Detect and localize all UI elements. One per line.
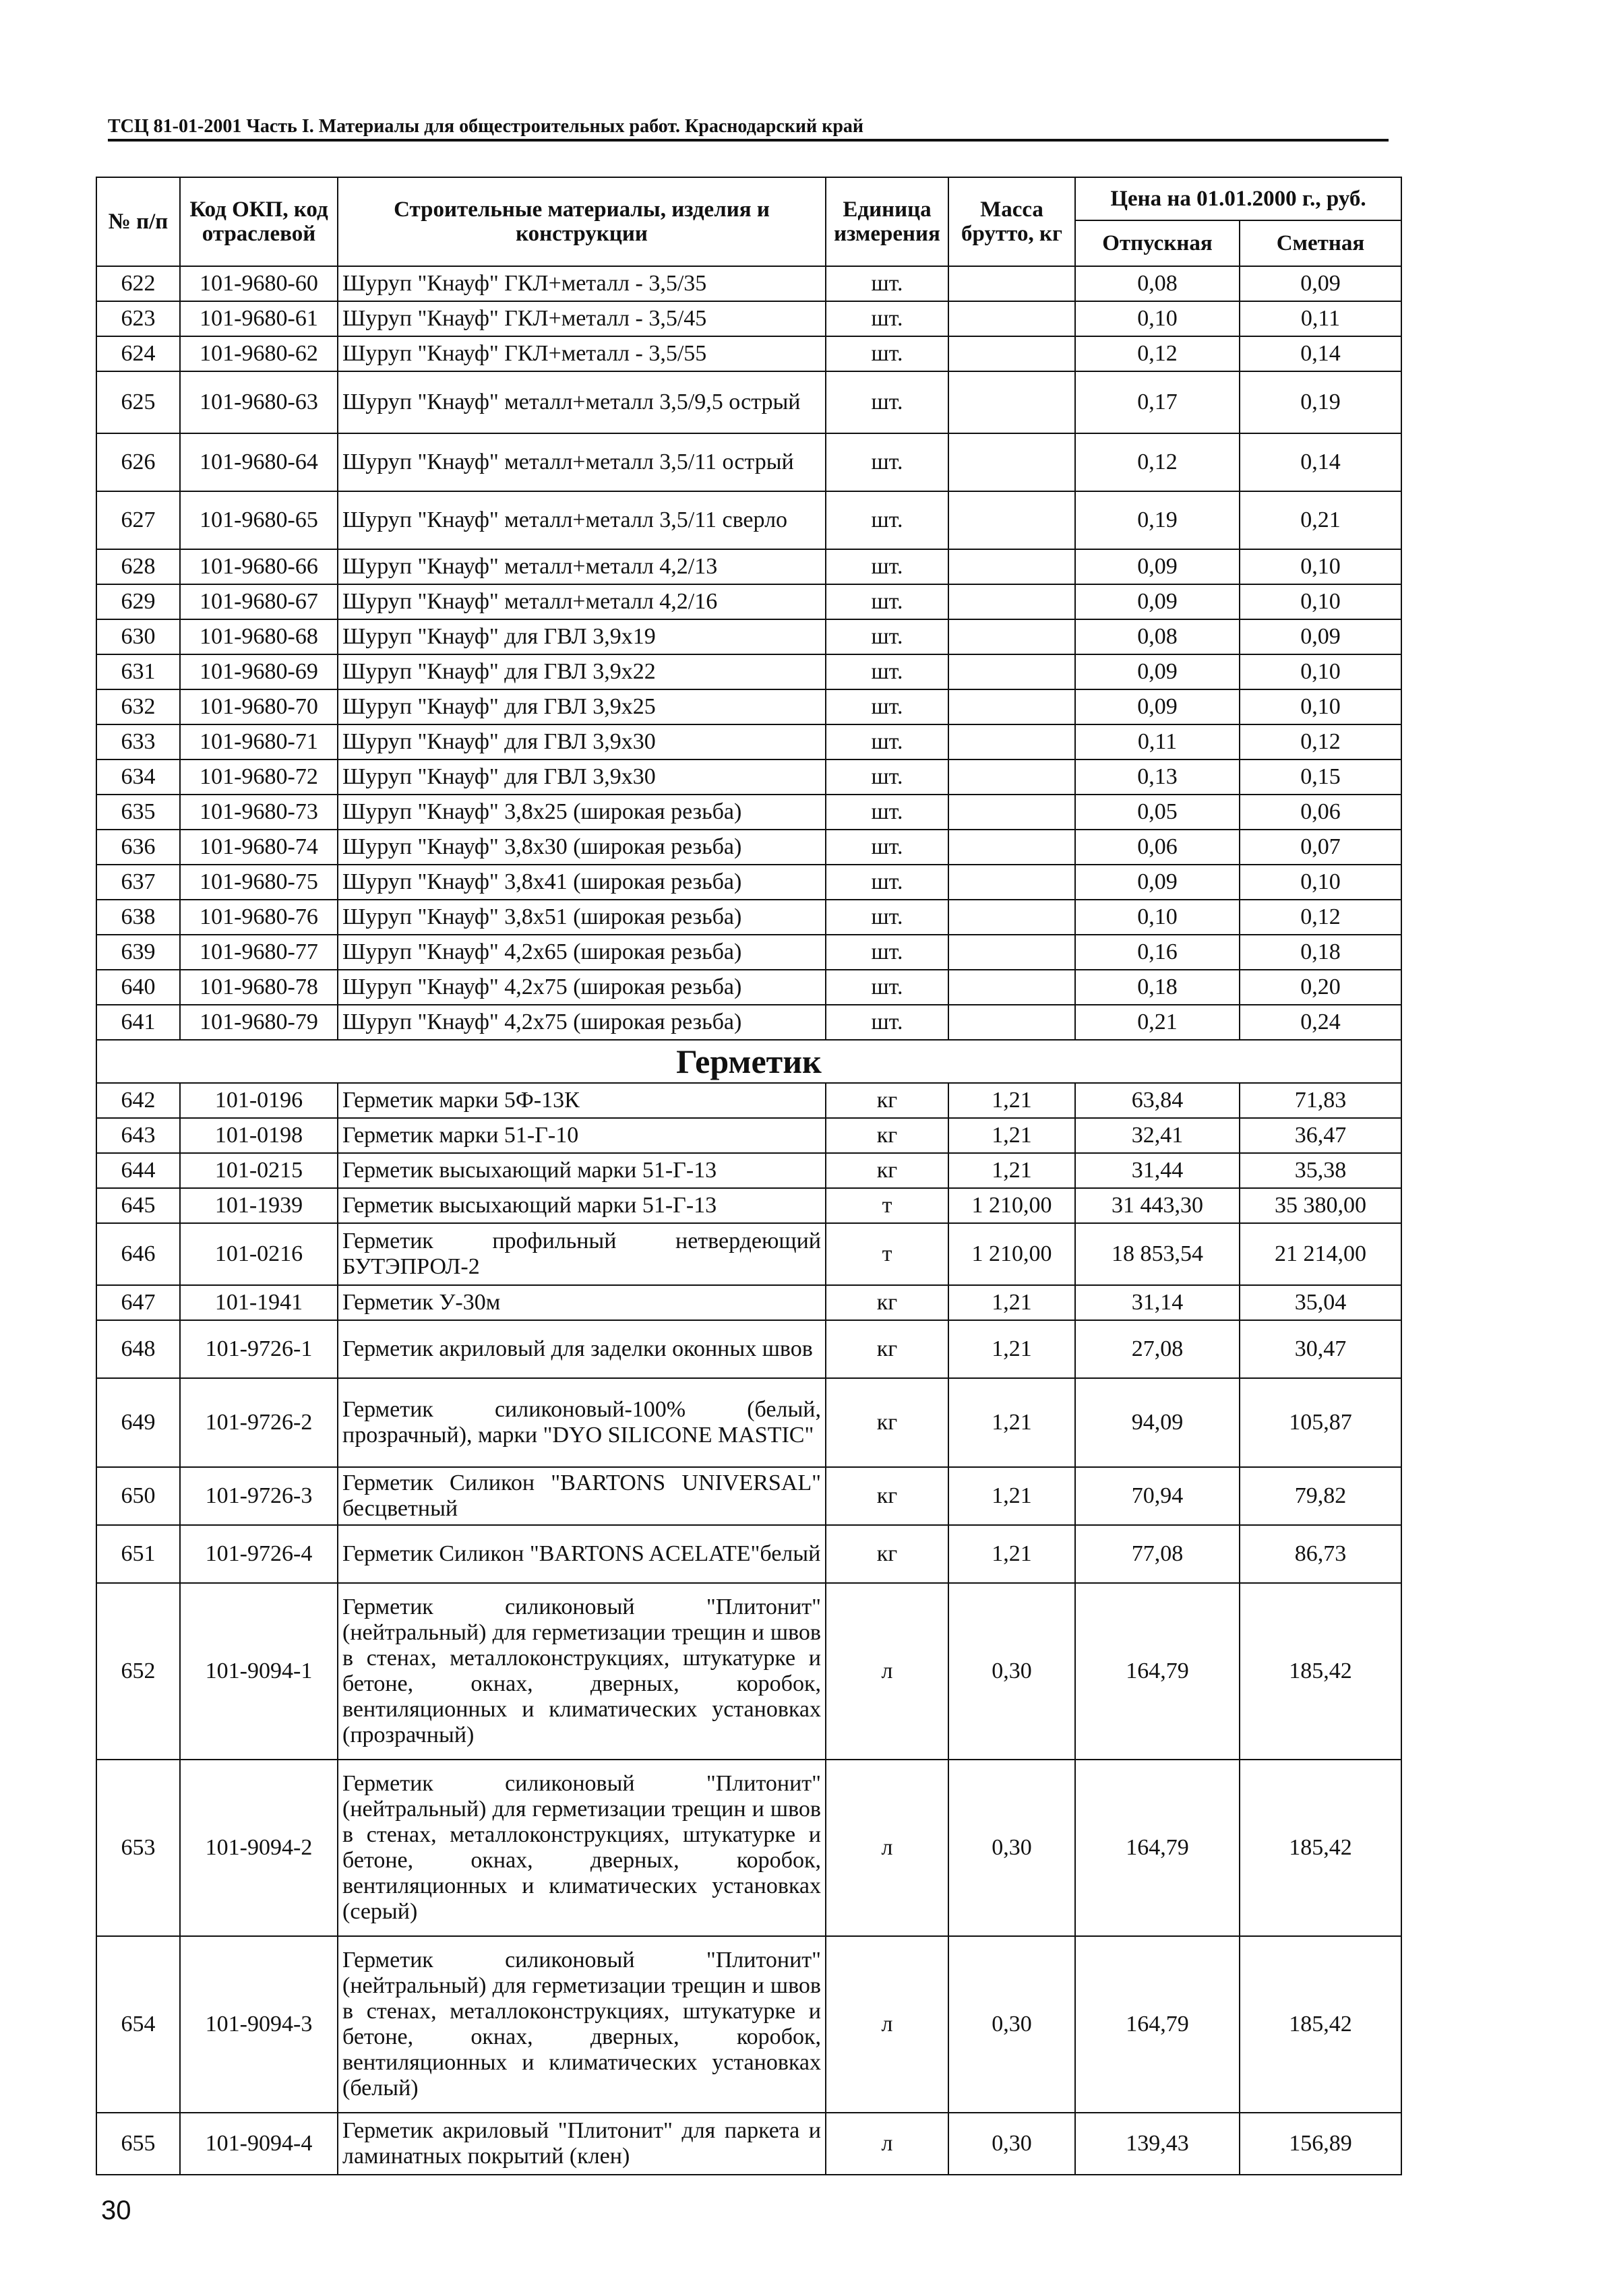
table-row <box>96 795 1401 830</box>
row-num: 636 <box>96 830 180 865</box>
row-name: Шуруп "Кнауф" ГКЛ+металл - 3,5/35 <box>338 266 826 301</box>
row-price-release: 164,79 <box>1075 1936 1240 2113</box>
row-price-estimate: 0,12 <box>1240 900 1401 935</box>
row-name: Герметик марки 51-Г-10 <box>338 1118 826 1153</box>
table-row <box>96 584 1401 619</box>
row-num: 635 <box>96 795 180 830</box>
row-name: Герметик силиконовый "Плитонит" (нейтральный) для герметизации трещин и швов в стенах, металлоконструкциях, штукатурке и бетоне, окнах, дверных, коробок, вентиляционных и климатических установках (серый) <box>338 1760 826 1936</box>
row-mass <box>948 724 1075 759</box>
row-name: Шуруп "Кнауф" 4,2х75 (широкая резьба) <box>338 970 826 1005</box>
row-name: Шуруп "Кнауф" металл+металл 3,5/11 сверло <box>338 491 826 549</box>
table-row <box>96 433 1401 491</box>
table-row <box>96 1005 1401 1040</box>
col-header-name: Строительные материалы, изделия и конструкции <box>338 177 826 266</box>
row-unit: шт. <box>826 970 948 1005</box>
row-unit: кг <box>826 1320 948 1378</box>
table-row <box>96 1083 1401 1118</box>
row-unit: шт. <box>826 549 948 584</box>
table-row <box>96 900 1401 935</box>
row-code: 101-9094-3 <box>180 1936 338 2113</box>
row-unit: шт. <box>826 301 948 336</box>
row-price-release: 0,10 <box>1075 301 1240 336</box>
row-price-release: 0,12 <box>1075 433 1240 491</box>
row-price-estimate: 35,04 <box>1240 1285 1401 1320</box>
materials-table <box>96 177 1402 2175</box>
row-num: 633 <box>96 724 180 759</box>
row-code: 101-9680-78 <box>180 970 338 1005</box>
row-unit: кг <box>826 1285 948 1320</box>
row-unit: шт. <box>826 935 948 970</box>
row-unit: шт. <box>826 830 948 865</box>
row-num: 637 <box>96 865 180 900</box>
row-price-release: 70,94 <box>1075 1467 1240 1525</box>
row-unit: шт. <box>826 491 948 549</box>
row-num: 627 <box>96 491 180 549</box>
row-mass: 1,21 <box>948 1285 1075 1320</box>
row-mass <box>948 830 1075 865</box>
row-mass <box>948 1005 1075 1040</box>
row-unit: шт. <box>826 865 948 900</box>
row-name: Герметик профильный нетвердеющий БУТЭПРОЛ-2 <box>338 1223 826 1285</box>
row-name: Шуруп "Кнауф" 3,8х41 (широкая резьба) <box>338 865 826 900</box>
rows-screws <box>96 266 1401 1040</box>
table-row <box>96 2113 1401 2175</box>
row-mass <box>948 865 1075 900</box>
row-unit: шт. <box>826 724 948 759</box>
row-code: 101-9726-4 <box>180 1525 338 1583</box>
row-code: 101-9680-70 <box>180 689 338 724</box>
row-price-estimate: 0,21 <box>1240 491 1401 549</box>
table-row <box>96 830 1401 865</box>
row-mass: 1,21 <box>948 1320 1075 1378</box>
row-unit: шт. <box>826 619 948 654</box>
row-unit: шт. <box>826 584 948 619</box>
row-mass <box>948 266 1075 301</box>
table-row <box>96 689 1401 724</box>
row-unit: л <box>826 2113 948 2175</box>
row-price-estimate: 0,11 <box>1240 301 1401 336</box>
row-name: Шуруп "Кнауф" металл+металл 3,5/11 острый <box>338 433 826 491</box>
row-price-release: 31 443,30 <box>1075 1188 1240 1223</box>
table-row <box>96 549 1401 584</box>
row-num: 655 <box>96 2113 180 2175</box>
row-price-release: 0,16 <box>1075 935 1240 970</box>
row-price-release: 0,08 <box>1075 266 1240 301</box>
row-unit: л <box>826 1583 948 1760</box>
table-row <box>96 1525 1401 1583</box>
row-mass <box>948 900 1075 935</box>
row-price-estimate: 0,20 <box>1240 970 1401 1005</box>
table-row <box>96 301 1401 336</box>
row-unit: шт. <box>826 371 948 433</box>
row-price-release: 0,18 <box>1075 970 1240 1005</box>
row-name: Герметик акриловый "Плитонит" для паркета и ламинатных покрытий (клен) <box>338 2113 826 2175</box>
row-price-estimate: 86,73 <box>1240 1525 1401 1583</box>
row-mass <box>948 336 1075 371</box>
row-num: 629 <box>96 584 180 619</box>
row-code: 101-9680-76 <box>180 900 338 935</box>
row-price-estimate: 0,10 <box>1240 865 1401 900</box>
row-code: 101-0216 <box>180 1223 338 1285</box>
row-price-estimate: 0,09 <box>1240 619 1401 654</box>
row-name: Герметик силиконовый "Плитонит" (нейтральный) для герметизации трещин и швов в стенах, металлоконструкциях, штукатурке и бетоне, окнах, дверных, коробок, вентиляционных и климатических установках (прозрачный) <box>338 1583 826 1760</box>
row-num: 643 <box>96 1118 180 1153</box>
row-num: 625 <box>96 371 180 433</box>
table-row <box>96 619 1401 654</box>
row-code: 101-0198 <box>180 1118 338 1153</box>
row-price-estimate: 105,87 <box>1240 1378 1401 1467</box>
row-code: 101-9680-63 <box>180 371 338 433</box>
row-num: 648 <box>96 1320 180 1378</box>
row-code: 101-9680-66 <box>180 549 338 584</box>
row-name: Шуруп "Кнауф" для ГВЛ 3,9х19 <box>338 619 826 654</box>
row-mass <box>948 433 1075 491</box>
row-price-estimate: 79,82 <box>1240 1467 1401 1525</box>
row-code: 101-9680-64 <box>180 433 338 491</box>
row-code: 101-9680-61 <box>180 301 338 336</box>
header-rule <box>108 139 1389 142</box>
row-code: 101-9680-72 <box>180 759 338 795</box>
table-row <box>96 336 1401 371</box>
row-price-release: 139,43 <box>1075 2113 1240 2175</box>
row-unit: кг <box>826 1467 948 1525</box>
row-code: 101-9680-62 <box>180 336 338 371</box>
row-mass <box>948 301 1075 336</box>
row-mass <box>948 689 1075 724</box>
row-price-release: 0,19 <box>1075 491 1240 549</box>
row-num: 647 <box>96 1285 180 1320</box>
row-mass <box>948 584 1075 619</box>
row-name: Шуруп "Кнауф" 3,8х25 (широкая резьба) <box>338 795 826 830</box>
table-row <box>96 1467 1401 1525</box>
table-row <box>96 970 1401 1005</box>
row-num: 634 <box>96 759 180 795</box>
row-unit: шт. <box>826 433 948 491</box>
row-num: 653 <box>96 1760 180 1936</box>
row-name: Герметик Силикон "BARTONS UNIVERSAL" бесцветный <box>338 1467 826 1525</box>
section-title: Герметик <box>96 1040 1401 1083</box>
row-name: Шуруп "Кнауф" металл+металл 3,5/9,5 острый <box>338 371 826 433</box>
col-header-price-estimate: Сметная <box>1240 220 1401 266</box>
row-mass <box>948 371 1075 433</box>
rows-sealants <box>96 1083 1401 2175</box>
row-num: 626 <box>96 433 180 491</box>
row-code: 101-9094-2 <box>180 1760 338 1936</box>
row-mass: 1,21 <box>948 1467 1075 1525</box>
row-price-release: 0,08 <box>1075 619 1240 654</box>
row-price-estimate: 0,24 <box>1240 1005 1401 1040</box>
row-name: Герметик силиконовый-100% (белый, прозрачный), марки "DYO SILICONE MASTIC" <box>338 1378 826 1467</box>
table-row <box>96 266 1401 301</box>
row-price-release: 63,84 <box>1075 1083 1240 1118</box>
row-unit: шт. <box>826 1005 948 1040</box>
table-row <box>96 1153 1401 1188</box>
row-num: 646 <box>96 1223 180 1285</box>
row-code: 101-9726-1 <box>180 1320 338 1378</box>
row-num: 645 <box>96 1188 180 1223</box>
row-name: Шуруп "Кнауф" ГКЛ+металл - 3,5/55 <box>338 336 826 371</box>
table-row <box>96 491 1401 549</box>
table-row <box>96 724 1401 759</box>
row-name: Шуруп "Кнауф" 4,2х75 (широкая резьба) <box>338 1005 826 1040</box>
row-num: 652 <box>96 1583 180 1760</box>
row-name: Герметик акриловый для заделки оконных швов <box>338 1320 826 1378</box>
row-unit: л <box>826 1760 948 1936</box>
section-sealants <box>96 1040 1401 1083</box>
row-unit: шт. <box>826 900 948 935</box>
row-name: Шуруп "Кнауф" для ГВЛ 3,9х30 <box>338 759 826 795</box>
row-mass <box>948 970 1075 1005</box>
row-num: 622 <box>96 266 180 301</box>
row-name: Шуруп "Кнауф" для ГВЛ 3,9х22 <box>338 654 826 689</box>
row-price-release: 0,12 <box>1075 336 1240 371</box>
page-number: 30 <box>101 2196 131 2225</box>
table-row <box>96 1760 1401 1936</box>
row-price-estimate: 185,42 <box>1240 1936 1401 2113</box>
row-price-release: 94,09 <box>1075 1378 1240 1467</box>
row-price-release: 0,13 <box>1075 759 1240 795</box>
row-price-release: 0,09 <box>1075 865 1240 900</box>
col-header-mass: Масса брутто, кг <box>948 177 1075 266</box>
row-price-estimate: 0,09 <box>1240 266 1401 301</box>
row-price-estimate: 0,15 <box>1240 759 1401 795</box>
table-row <box>96 1118 1401 1153</box>
row-mass: 1 210,00 <box>948 1188 1075 1223</box>
row-code: 101-9726-3 <box>180 1467 338 1525</box>
row-price-estimate: 185,42 <box>1240 1760 1401 1936</box>
table-row <box>96 1583 1401 1760</box>
row-price-estimate: 0,10 <box>1240 654 1401 689</box>
row-price-estimate: 185,42 <box>1240 1583 1401 1760</box>
row-unit: кг <box>826 1083 948 1118</box>
row-unit: кг <box>826 1525 948 1583</box>
row-mass <box>948 759 1075 795</box>
row-code: 101-9680-71 <box>180 724 338 759</box>
row-name: Герметик высыхающий марки 51-Г-13 <box>338 1153 826 1188</box>
row-mass: 1,21 <box>948 1083 1075 1118</box>
row-mass <box>948 491 1075 549</box>
row-price-release: 0,06 <box>1075 830 1240 865</box>
table-row <box>96 1188 1401 1223</box>
row-code: 101-0215 <box>180 1153 338 1188</box>
row-num: 651 <box>96 1525 180 1583</box>
row-name: Шуруп "Кнауф" для ГВЛ 3,9х25 <box>338 689 826 724</box>
row-price-release: 32,41 <box>1075 1118 1240 1153</box>
table-row <box>96 759 1401 795</box>
row-price-release: 31,14 <box>1075 1285 1240 1320</box>
row-price-estimate: 36,47 <box>1240 1118 1401 1153</box>
row-unit: шт. <box>826 759 948 795</box>
row-price-release: 27,08 <box>1075 1320 1240 1378</box>
row-code: 101-9680-75 <box>180 865 338 900</box>
row-num: 623 <box>96 301 180 336</box>
row-code: 101-9680-77 <box>180 935 338 970</box>
row-code: 101-9680-60 <box>180 266 338 301</box>
row-mass <box>948 654 1075 689</box>
row-name: Герметик У-30м <box>338 1285 826 1320</box>
row-price-estimate: 0,18 <box>1240 935 1401 970</box>
row-code: 101-9680-74 <box>180 830 338 865</box>
row-name: Шуруп "Кнауф" 3,8х51 (широкая резьба) <box>338 900 826 935</box>
row-unit: кг <box>826 1118 948 1153</box>
row-mass <box>948 935 1075 970</box>
row-name: Герметик Силикон "BARTONS ACELATE"белый <box>338 1525 826 1583</box>
row-num: 640 <box>96 970 180 1005</box>
row-num: 632 <box>96 689 180 724</box>
row-code: 101-9680-67 <box>180 584 338 619</box>
row-mass: 1,21 <box>948 1118 1075 1153</box>
col-header-unit: Единица измерения <box>826 177 948 266</box>
row-unit: т <box>826 1188 948 1223</box>
row-unit: шт. <box>826 689 948 724</box>
row-num: 649 <box>96 1378 180 1467</box>
row-price-estimate: 35 380,00 <box>1240 1188 1401 1223</box>
row-unit: шт. <box>826 336 948 371</box>
table-row <box>96 865 1401 900</box>
row-num: 624 <box>96 336 180 371</box>
row-price-estimate: 0,14 <box>1240 336 1401 371</box>
table-row <box>96 371 1401 433</box>
row-mass <box>948 619 1075 654</box>
row-unit: т <box>826 1223 948 1285</box>
row-price-release: 77,08 <box>1075 1525 1240 1583</box>
table-row <box>96 1223 1401 1285</box>
row-price-release: 164,79 <box>1075 1583 1240 1760</box>
row-price-release: 0,10 <box>1075 900 1240 935</box>
row-price-estimate: 35,38 <box>1240 1153 1401 1188</box>
row-num: 631 <box>96 654 180 689</box>
row-num: 639 <box>96 935 180 970</box>
table-row <box>96 1285 1401 1320</box>
row-price-release: 0,09 <box>1075 654 1240 689</box>
row-name: Шуруп "Кнауф" металл+металл 4,2/16 <box>338 584 826 619</box>
row-price-release: 0,09 <box>1075 549 1240 584</box>
col-header-num: № п/п <box>96 177 180 266</box>
col-header-price-group: Цена на 01.01.2000 г., руб. <box>1075 177 1401 220</box>
row-name: Шуруп "Кнауф" ГКЛ+металл - 3,5/45 <box>338 301 826 336</box>
row-name: Шуруп "Кнауф" 4,2х65 (широкая резьба) <box>338 935 826 970</box>
row-code: 101-9680-73 <box>180 795 338 830</box>
row-code: 101-1939 <box>180 1188 338 1223</box>
row-code: 101-9726-2 <box>180 1378 338 1467</box>
row-name: Шуруп "Кнауф" для ГВЛ 3,9х30 <box>338 724 826 759</box>
row-price-release: 0,11 <box>1075 724 1240 759</box>
row-unit: л <box>826 1936 948 2113</box>
row-price-estimate: 71,83 <box>1240 1083 1401 1118</box>
row-code: 101-9094-1 <box>180 1583 338 1760</box>
row-num: 642 <box>96 1083 180 1118</box>
row-name: Шуруп "Кнауф" металл+металл 4,2/13 <box>338 549 826 584</box>
row-mass: 1,21 <box>948 1153 1075 1188</box>
row-unit: кг <box>826 1378 948 1467</box>
row-price-release: 31,44 <box>1075 1153 1240 1188</box>
row-price-estimate: 0,07 <box>1240 830 1401 865</box>
row-price-estimate: 0,10 <box>1240 549 1401 584</box>
row-num: 650 <box>96 1467 180 1525</box>
row-price-estimate: 156,89 <box>1240 2113 1401 2175</box>
row-price-release: 18 853,54 <box>1075 1223 1240 1285</box>
row-num: 638 <box>96 900 180 935</box>
table-row <box>96 1378 1401 1467</box>
row-mass <box>948 795 1075 830</box>
row-name: Герметик высыхающий марки 51-Г-13 <box>338 1188 826 1223</box>
row-mass: 0,30 <box>948 1583 1075 1760</box>
row-price-estimate: 0,12 <box>1240 724 1401 759</box>
row-price-release: 0,21 <box>1075 1005 1240 1040</box>
row-num: 641 <box>96 1005 180 1040</box>
row-price-estimate: 0,06 <box>1240 795 1401 830</box>
row-price-release: 0,17 <box>1075 371 1240 433</box>
row-num: 654 <box>96 1936 180 2113</box>
col-header-code: Код ОКП, код отраслевой <box>180 177 338 266</box>
row-code: 101-9094-4 <box>180 2113 338 2175</box>
row-code: 101-9680-69 <box>180 654 338 689</box>
row-unit: кг <box>826 1153 948 1188</box>
row-price-release: 0,05 <box>1075 795 1240 830</box>
row-num: 630 <box>96 619 180 654</box>
row-price-release: 0,09 <box>1075 689 1240 724</box>
row-num: 628 <box>96 549 180 584</box>
table-row <box>96 935 1401 970</box>
row-mass: 1 210,00 <box>948 1223 1075 1285</box>
table-row <box>96 1936 1401 2113</box>
table-row <box>96 1320 1401 1378</box>
table-row <box>96 654 1401 689</box>
page-header: ТСЦ 81-01-2001 Часть I. Материалы для общестроительных работ. Краснодарский край <box>108 116 864 137</box>
row-price-release: 0,09 <box>1075 584 1240 619</box>
row-mass: 0,30 <box>948 1760 1075 1936</box>
row-name: Шуруп "Кнауф" 3,8х30 (широкая резьба) <box>338 830 826 865</box>
row-price-release: 164,79 <box>1075 1760 1240 1936</box>
row-num: 644 <box>96 1153 180 1188</box>
row-mass: 1,21 <box>948 1378 1075 1467</box>
row-mass <box>948 549 1075 584</box>
row-mass: 0,30 <box>948 2113 1075 2175</box>
row-code: 101-9680-79 <box>180 1005 338 1040</box>
row-price-estimate: 0,19 <box>1240 371 1401 433</box>
row-code: 101-1941 <box>180 1285 338 1320</box>
row-code: 101-0196 <box>180 1083 338 1118</box>
row-name: Герметик силиконовый "Плитонит" (нейтральный) для герметизации трещин и швов в стенах, металлоконструкциях, штукатурке и бетоне, окнах, дверных, коробок, вентиляционных и климатических установках (белый) <box>338 1936 826 2113</box>
row-price-estimate: 30,47 <box>1240 1320 1401 1378</box>
row-mass: 1,21 <box>948 1525 1075 1583</box>
col-header-price-release: Отпускная <box>1075 220 1240 266</box>
row-unit: шт. <box>826 795 948 830</box>
row-mass: 0,30 <box>948 1936 1075 2113</box>
row-price-estimate: 0,10 <box>1240 584 1401 619</box>
row-unit: шт. <box>826 266 948 301</box>
row-unit: шт. <box>826 654 948 689</box>
row-price-estimate: 21 214,00 <box>1240 1223 1401 1285</box>
row-name: Герметик марки 5Ф-13К <box>338 1083 826 1118</box>
row-price-estimate: 0,14 <box>1240 433 1401 491</box>
row-price-estimate: 0,10 <box>1240 689 1401 724</box>
row-code: 101-9680-65 <box>180 491 338 549</box>
row-code: 101-9680-68 <box>180 619 338 654</box>
